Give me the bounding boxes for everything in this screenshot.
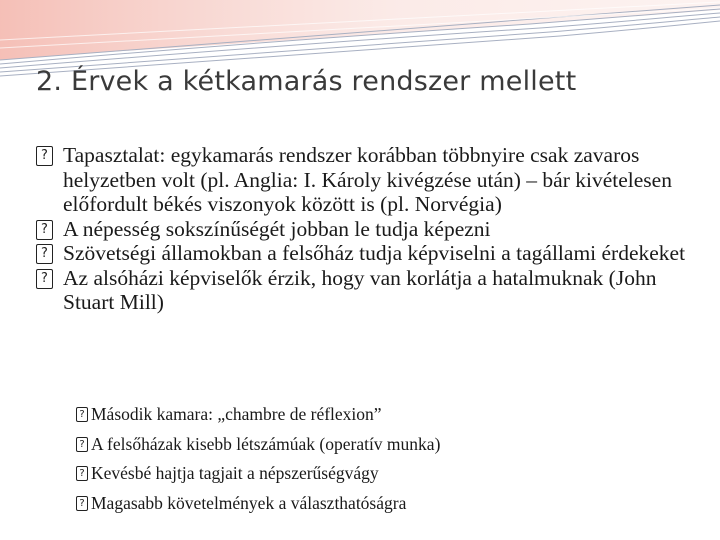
sub-bullet-text: Második kamara: „chambre de réflexion”: [91, 404, 382, 424]
sub-bullet-text: Kevésbé hajtja tagjait a népszerűségvágy: [91, 463, 379, 483]
bullet-list: [36, 143, 696, 315]
bullet-item: [36, 143, 696, 217]
bullet-item: [36, 217, 696, 242]
bullet-glyph-icon: ?: [36, 244, 53, 264]
bullet-text: Szövetségi államokban a felsőház tudja képviselni a tagállami érdekeket: [63, 241, 686, 265]
bullet-item: [36, 266, 696, 315]
sub-bullet-glyph-icon: ?: [76, 437, 88, 452]
sub-bullet-item: [76, 430, 696, 460]
sub-bullet-text: Magasabb követelmények a választhatóságra: [91, 492, 407, 513]
sub-bullet-glyph-icon: ?: [76, 407, 88, 422]
bullet-glyph-icon: ?: [36, 220, 53, 240]
sub-bullet-glyph-icon: ?: [76, 466, 88, 481]
slide-title: 2. Érvek a kétkamarás rendszer mellett: [36, 66, 577, 97]
sub-bullet-item: [76, 489, 696, 519]
bullet-text: Tapasztalat: egykamarás rendszer korábban többnyire csak zavaros helyzetben volt (pl. Anglia: I. Károly kivégzése után) – bár kivételesen előfordult békés viszonyok között is (pl. Norvégia): [63, 143, 672, 216]
bullet-glyph-icon: ?: [36, 269, 53, 289]
bullet-item: [36, 241, 696, 266]
sub-bullet-item: [76, 400, 696, 430]
sub-bullet-item: [76, 459, 696, 489]
bullet-glyph-icon: ?: [36, 146, 53, 166]
bullet-text: A népesség sokszínűségét jobban le tudja képezni: [63, 216, 491, 241]
sub-bullet-text: A felsőházak kisebb létszámúak (operatív munka): [91, 433, 441, 454]
sub-bullet-glyph-icon: ?: [76, 496, 88, 511]
sub-bullet-list: [76, 400, 696, 518]
bullet-text: Az alsóházi képviselők érzik, hogy van korlátja a hatalmuknak (John Stuart Mill): [63, 265, 657, 314]
